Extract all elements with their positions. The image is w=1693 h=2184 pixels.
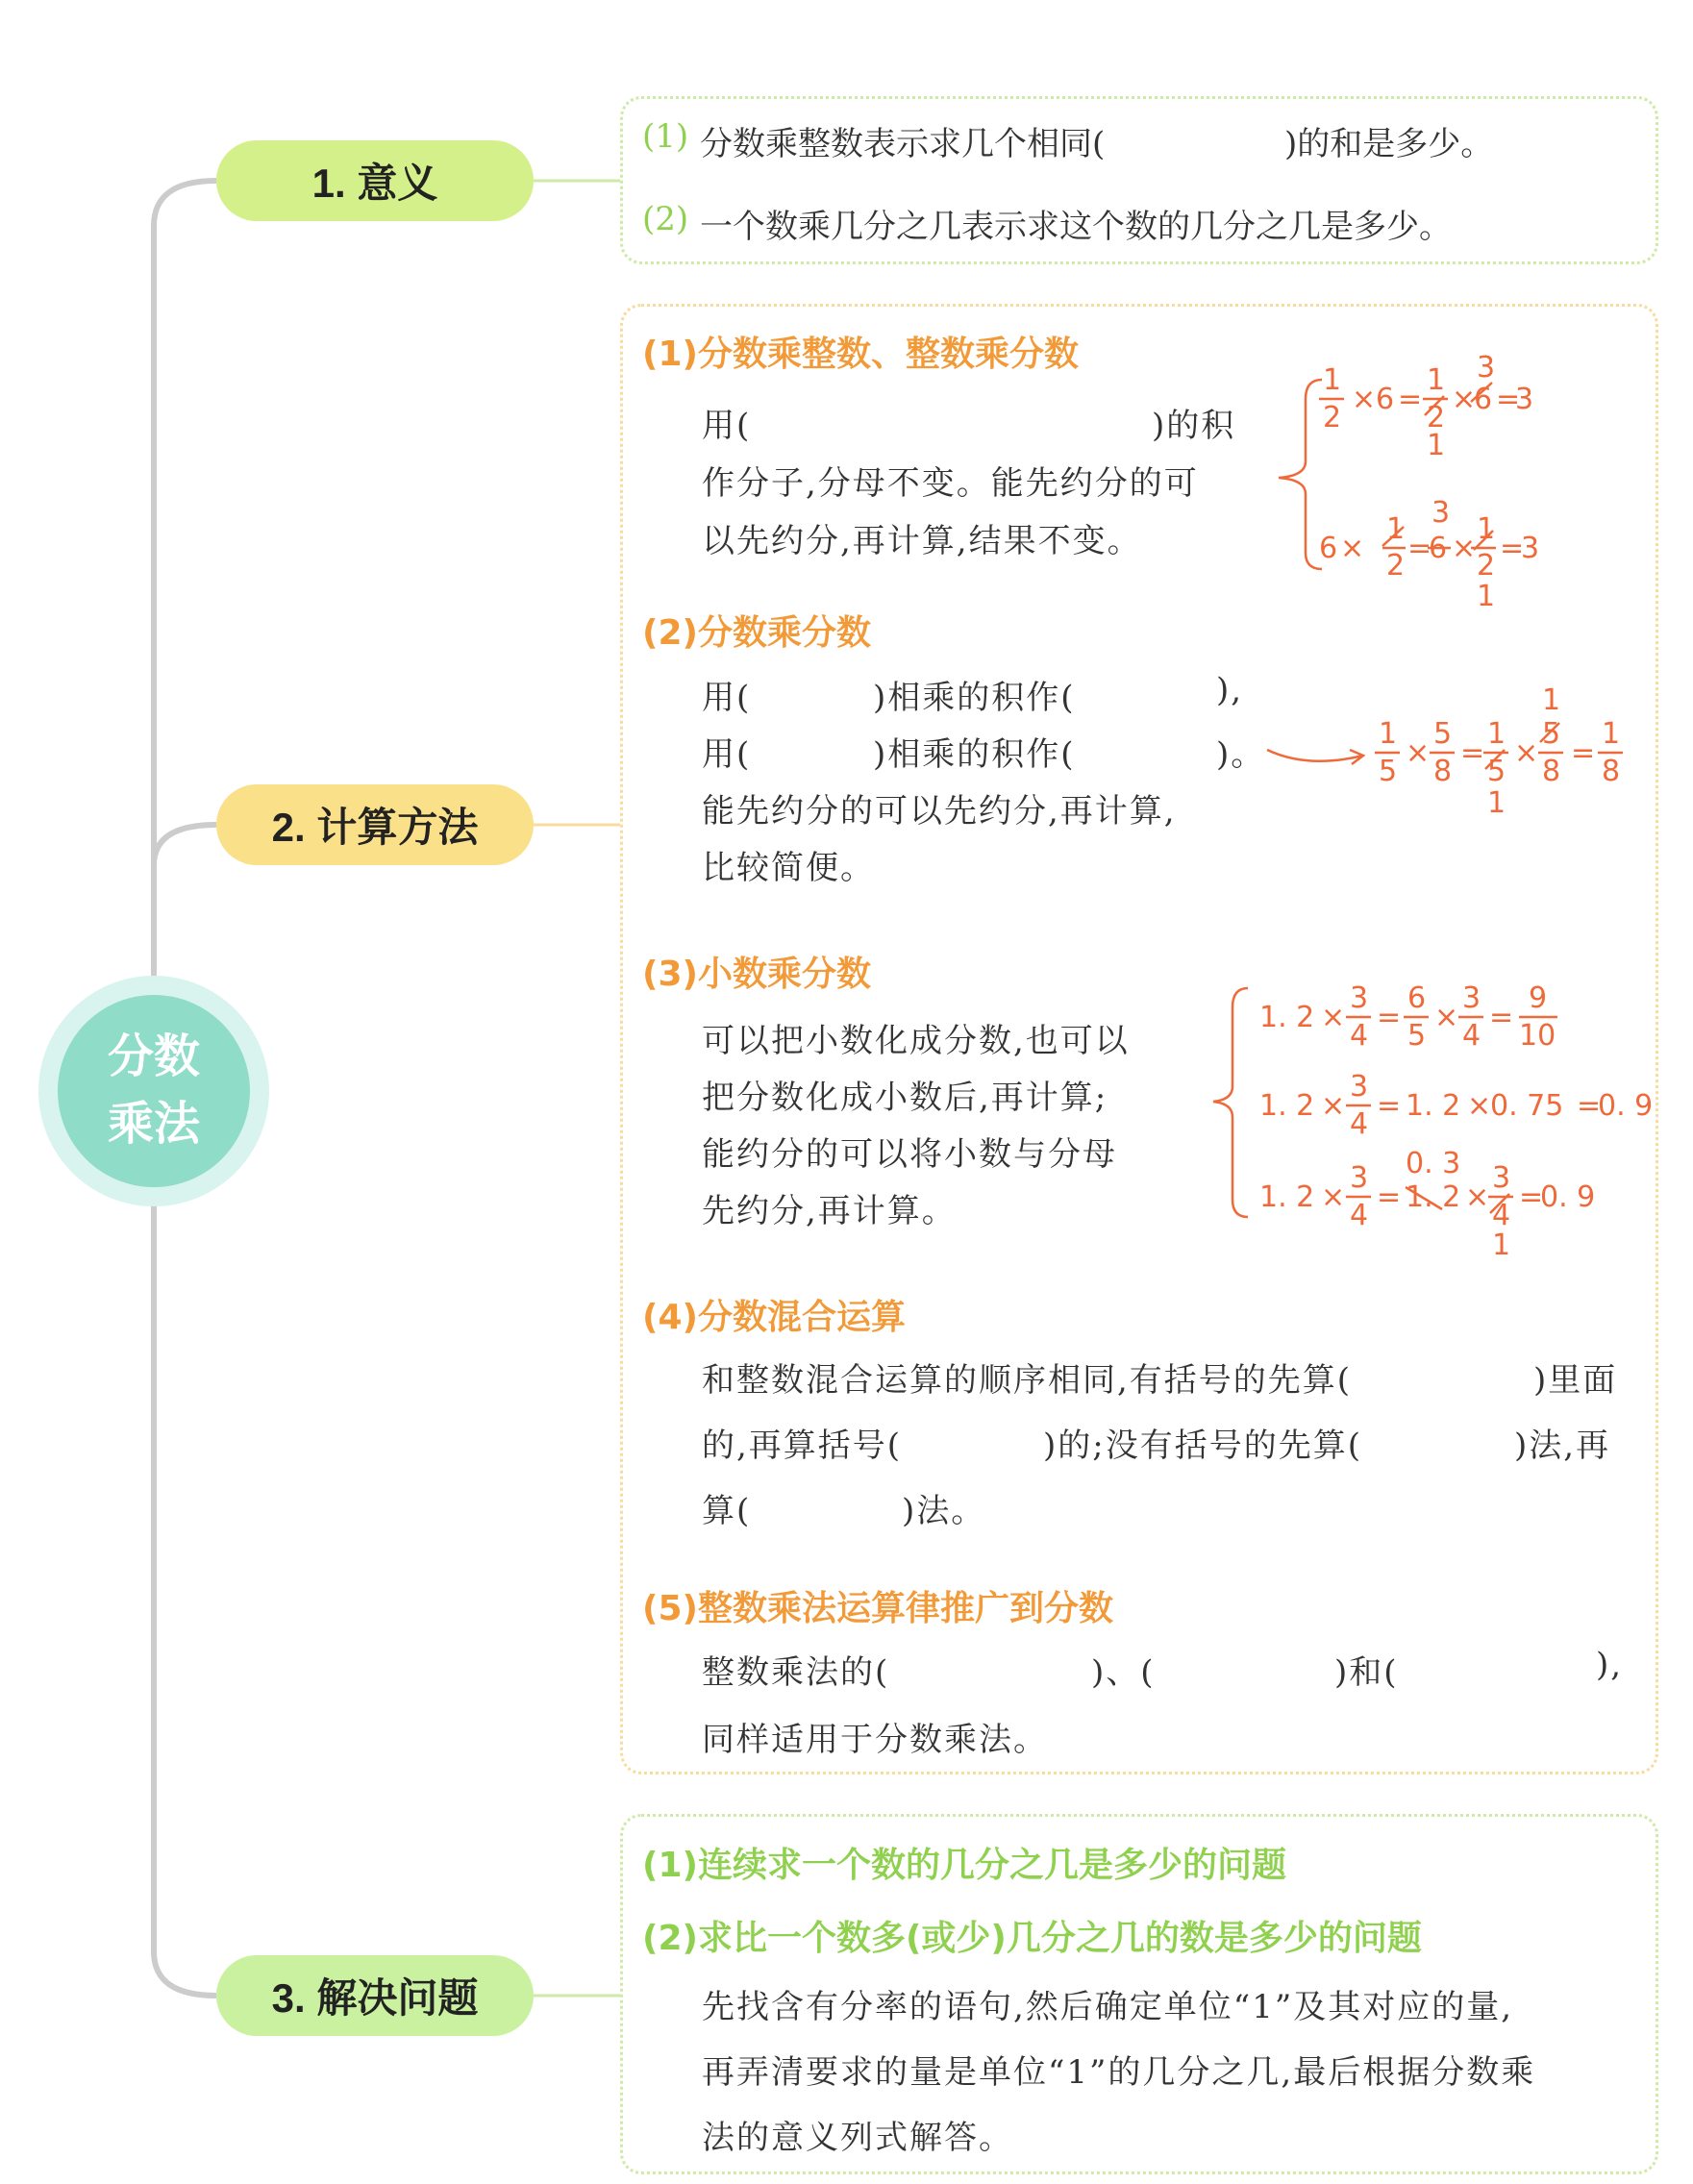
ex3c-eq-2: = — [1519, 1180, 1544, 1214]
method-2-line: 用( — [702, 735, 752, 774]
ex2-d-den: 8 — [1542, 755, 1561, 788]
solve-2-heading: (2)求比一个数多(或少)几分之几的数是多少的问题 — [642, 1919, 1422, 1958]
ex1-times-2: × — [1452, 383, 1477, 416]
ex3a-times-2: × — [1434, 1001, 1459, 1034]
ex1-eq-2: = — [1496, 383, 1521, 416]
ex3a-num: 3 — [1350, 981, 1369, 1015]
ex3b-result: 0. 9 — [1598, 1089, 1654, 1123]
ex2-result-num: 1 — [1602, 717, 1621, 751]
method-5-line: ), — [1596, 1646, 1624, 1684]
ex3a-dec: 1. 2 — [1259, 1001, 1315, 1034]
method-1-line: )的积 — [1152, 407, 1236, 445]
solve-1-heading: (1)连续求一个数的几分之几是多少的问题 — [642, 1846, 1286, 1885]
ex1b-six-2: 6 — [1429, 532, 1448, 565]
method-2-heading: (2)分数乘分数 — [642, 613, 871, 653]
method-2-line: )相乘的积作( — [873, 679, 1076, 717]
method-5-line: )和( — [1334, 1653, 1399, 1692]
ex2-eq-2: = — [1571, 736, 1596, 770]
ex2-b-den: 8 — [1433, 755, 1453, 788]
ex1-six-2: 6 — [1474, 383, 1493, 416]
ex3b-dec: 1. 2 — [1259, 1089, 1315, 1123]
ex3a-eq-2: = — [1489, 1001, 1514, 1034]
ex3a-times: × — [1321, 1001, 1346, 1034]
ex2-a-num: 1 — [1379, 717, 1398, 751]
ex2-c-reduced: 1 — [1487, 786, 1506, 820]
method-2-line: ), — [1216, 671, 1244, 709]
ex3c-b-den: 4 — [1492, 1199, 1511, 1232]
meaning-2-text: 一个数乘几分之几表示求这个数的几分之几是多少。 — [700, 208, 1452, 246]
method-2-line: )。 — [1216, 735, 1266, 774]
root-line-1: 分数 — [107, 1030, 200, 1084]
ex3b-eq-2: = — [1577, 1089, 1602, 1123]
method-2-line: 比较简便。 — [702, 849, 875, 887]
ex3a-c-den: 4 — [1462, 1019, 1481, 1053]
method-3-line: 先约分,再计算。 — [702, 1192, 957, 1230]
ex1b-reduced-3: 3 — [1432, 496, 1451, 530]
ex1b-num-2: 1 — [1477, 512, 1496, 546]
ex1-reduced-3: 3 — [1477, 351, 1496, 385]
ex3a-b-num: 6 — [1407, 981, 1427, 1015]
ex2-c-den: 5 — [1487, 755, 1506, 788]
ex1b-den-2: 2 — [1477, 549, 1496, 583]
meaning-2-num: (2) — [642, 200, 689, 238]
ex1-eq: = — [1398, 383, 1423, 416]
ex1b-reduced-1: 1 — [1477, 580, 1496, 613]
meaning-1-text-b: )的和是多少。 — [1284, 125, 1494, 163]
method-2-line: 用( — [702, 679, 752, 717]
ex2-times-2: × — [1514, 736, 1539, 770]
solve-line: 法的意义列式解答。 — [702, 2119, 1013, 2157]
method-1-line: 以先约分,再计算,结果不变。 — [702, 522, 1142, 560]
ex3b-times: × — [1321, 1089, 1346, 1123]
method-5-line: 整数乘法的( — [702, 1653, 890, 1692]
ex1b-den: 2 — [1386, 549, 1406, 583]
method-4-heading: (4)分数混合运算 — [642, 1298, 906, 1337]
method-4-line: )法。 — [902, 1492, 986, 1530]
ex1-b-reduced: 1 — [1427, 429, 1446, 462]
ex2-d-num: 5 — [1542, 717, 1561, 751]
ex2-b-num: 5 — [1433, 717, 1453, 751]
ex1-times: × — [1352, 383, 1377, 416]
ex1b-result: 3 — [1521, 532, 1540, 565]
method-2-line: )相乘的积作( — [873, 735, 1076, 774]
ex3c-result: 0. 9 — [1540, 1180, 1596, 1214]
ex3a-result-den: 10 — [1519, 1019, 1556, 1053]
ex1b-times-2: × — [1452, 532, 1477, 565]
ex3a-c-num: 3 — [1462, 981, 1481, 1015]
branch-method: 2. 计算方法 — [216, 784, 534, 865]
branch-meaning: 1. 意义 — [216, 140, 534, 221]
method-2-line: 能先约分的可以先约分,再计算, — [702, 792, 1177, 831]
ex3c-reduced: 0. 3 — [1406, 1147, 1461, 1180]
method-5-heading: (5)整数乘法运算律推广到分数 — [642, 1589, 1113, 1628]
ex3b-decimal: 0. 75 — [1490, 1089, 1564, 1123]
ex1b-num: 1 — [1386, 512, 1406, 546]
ex3a-b-den: 5 — [1407, 1019, 1427, 1053]
ex1b-eq: = — [1407, 532, 1432, 565]
ex2-d-reduced: 1 — [1542, 683, 1561, 717]
solve-line: 再弄清要求的量是单位“1”的几分之几,最后根据分数乘 — [702, 2053, 1536, 2092]
method-5-line: )、( — [1091, 1653, 1156, 1692]
ex1b-six: 6 — [1319, 532, 1338, 565]
ex3c-dec-2: 1. 2 — [1406, 1180, 1461, 1214]
ex1-b-den: 2 — [1427, 401, 1446, 434]
ex1-result: 3 — [1515, 383, 1534, 416]
ex3b-eq: = — [1377, 1089, 1402, 1123]
ex3c-den: 4 — [1350, 1199, 1369, 1232]
method-5-line: 同样适用于分数乘法。 — [702, 1721, 1048, 1759]
ex3c-b-reduced: 1 — [1492, 1228, 1511, 1262]
meaning-1-num: (1) — [642, 117, 689, 156]
ex1-a-num: 1 — [1323, 363, 1342, 397]
method-4-line: 的,再算括号( — [702, 1427, 903, 1465]
ex3a-eq: = — [1377, 1001, 1402, 1034]
method-3-line: 把分数化成小数后,再计算; — [702, 1079, 1108, 1117]
root-line-2: 乘法 — [107, 1097, 200, 1151]
ex2-times: × — [1406, 736, 1431, 770]
ex3b-num: 3 — [1350, 1070, 1369, 1104]
ex2-eq: = — [1460, 736, 1485, 770]
method-1-line: 作分子,分母不变。能先约分的可 — [702, 464, 1199, 503]
ex3c-times: × — [1321, 1180, 1346, 1214]
ex3c-eq: = — [1377, 1180, 1402, 1214]
ex1b-times: × — [1340, 532, 1365, 565]
method-4-line: )法,再 — [1514, 1427, 1611, 1465]
ex1-six: 6 — [1376, 383, 1395, 416]
meaning-1-text-a: 分数乘整数表示求几个相同( — [700, 125, 1106, 163]
method-3-heading: (3)小数乘分数 — [642, 955, 871, 994]
method-3-line: 能约分的可以将小数与分母 — [702, 1135, 1117, 1174]
ex2-c-num: 1 — [1487, 717, 1506, 751]
ex1b-eq-2: = — [1500, 532, 1525, 565]
method-1-heading: (1)分数乘整数、整数乘分数 — [642, 335, 1079, 374]
ex3c-times-2: × — [1465, 1180, 1490, 1214]
method-4-line: 和整数混合运算的顺序相同,有括号的先算( — [702, 1361, 1353, 1400]
ex1-b-num: 1 — [1427, 363, 1446, 397]
method-3-line: 可以把小数化成分数,也可以 — [702, 1022, 1130, 1060]
ex3b-dec-2: 1. 2 — [1406, 1089, 1461, 1123]
branch-solve: 3. 解决问题 — [216, 1955, 534, 2036]
ex3a-den: 4 — [1350, 1019, 1369, 1053]
ex3c-b-num: 3 — [1492, 1161, 1511, 1195]
method-4-line: )的;没有括号的先算( — [1043, 1427, 1362, 1465]
ex1-a-den: 2 — [1323, 401, 1342, 434]
method-4-line: )里面 — [1533, 1361, 1618, 1400]
ex3b-times-2: × — [1467, 1089, 1492, 1123]
ex3b-den: 4 — [1350, 1107, 1369, 1141]
ex2-a-den: 5 — [1379, 755, 1398, 788]
ex3c-num: 3 — [1350, 1161, 1369, 1195]
method-4-line: 算( — [702, 1492, 752, 1530]
method-1-line: 用( — [702, 407, 752, 445]
solve-line: 先找含有分率的语句,然后确定单位“1”及其对应的量, — [702, 1988, 1514, 2026]
ex3c-dec: 1. 2 — [1259, 1180, 1315, 1214]
ex2-result-den: 8 — [1602, 755, 1621, 788]
ex3a-result-num: 9 — [1529, 981, 1548, 1015]
